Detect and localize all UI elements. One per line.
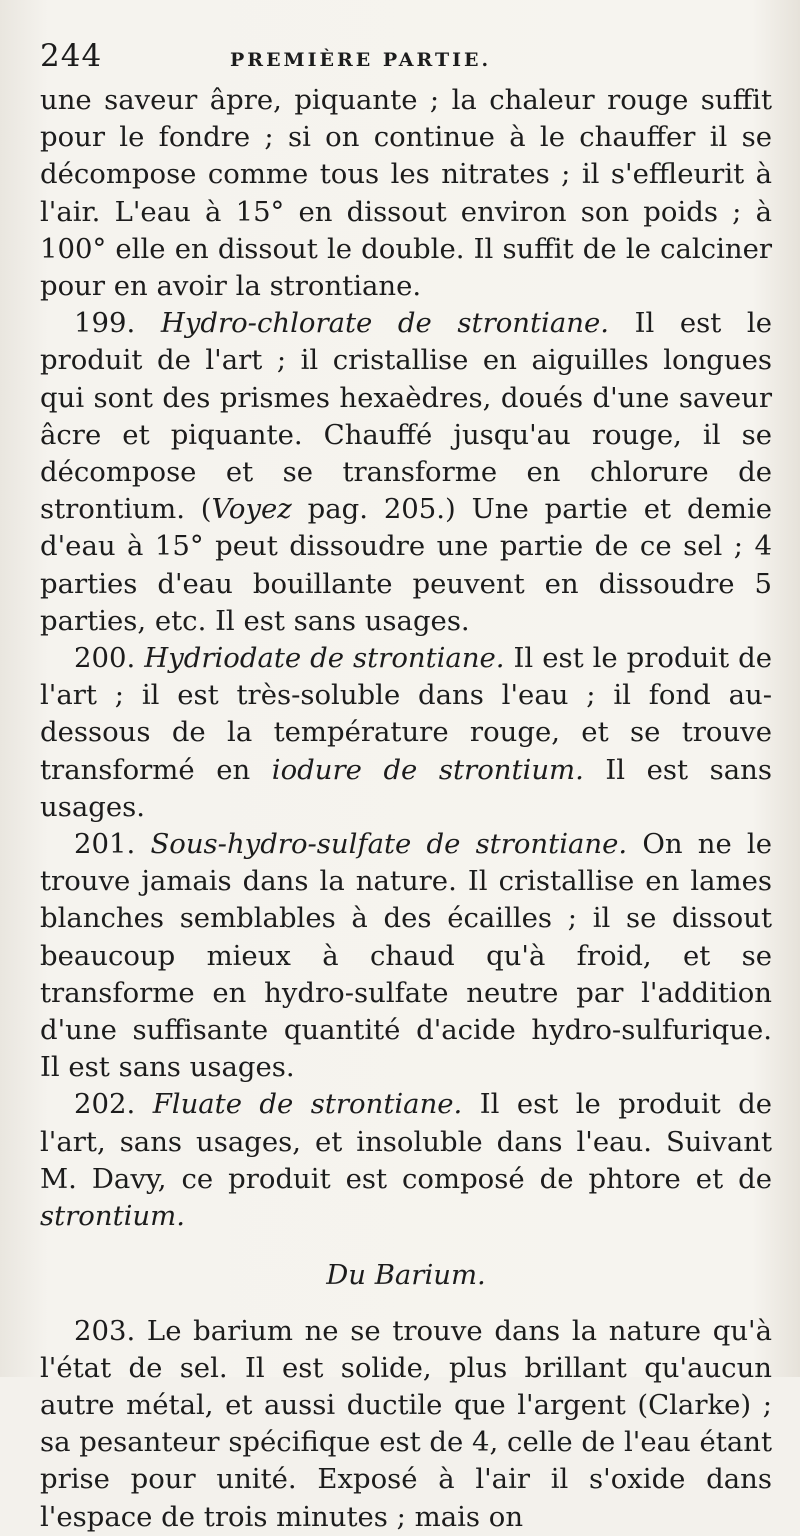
paragraph-text: Il est le produit de l'art ; il cristallise en aiguilles longues qui sont des prismes hexaèdres, doués d'une saveur âcre et piquante. Chauffé jusqu'au rouge, il se décompose et se transforme en chlorure de strontium. ( bbox=[40, 307, 772, 526]
paragraph-number: 201. bbox=[74, 828, 136, 861]
paragraph-number: 199. bbox=[74, 307, 136, 340]
italic-term: strontium. bbox=[40, 1200, 185, 1233]
running-head bbox=[40, 38, 772, 82]
paragraph-text: Il est sans usages. bbox=[40, 753, 772, 823]
paragraph-title: Sous-hydro-sulfate de strontiane. bbox=[150, 828, 628, 861]
paragraph-text: Le barium ne se trouve dans la nature qu'à l'état de sel. Il est solide, plus brillant qu'aucun autre métal, et aussi ductile que l'argent (Clarke) ; sa pesanteur spécifique est de 4, celle de l'eau étant prise pour unité. Exposé à l'air il s'oxide dans l'espace de trois minutes ; mais on bbox=[40, 1314, 772, 1533]
paragraph-number: 203. bbox=[74, 1314, 136, 1347]
paragraph-text: une saveur âpre, piquante ; la chaleur rouge suffit pour le fondre ; si on continue à le chauffer il se décompose comme tous les nitrates ; il s'effleurit à l'air. L'eau à 15° en dissout environ son poids ; à 100° elle en dissout le double. Il suffit de le calciner pour en avoir la strontiane. bbox=[40, 84, 772, 303]
page-number: 244 bbox=[40, 38, 103, 74]
paragraph-text: pag. 205.) Une partie et demie d'eau à 15° peut dissoudre une partie de ce sel ; 4 parties d'eau bouillante peuvent en dissoudre 5 parties, etc. Il est sans usages. bbox=[40, 493, 772, 637]
paragraph-202 bbox=[40, 1086, 772, 1235]
paragraph-text: Il est le produit de l'art ; il est très-soluble dans l'eau ; il fond au-dessous de la température rouge, et se trouve transformé en bbox=[40, 642, 772, 786]
section-heading: Du Barium. bbox=[326, 1259, 486, 1292]
paragraph-199 bbox=[40, 305, 772, 640]
paragraph-number: 200. bbox=[74, 642, 136, 675]
paragraph-continued bbox=[40, 82, 772, 305]
paragraph-203 bbox=[40, 1313, 772, 1536]
italic-term: iodure de strontium. bbox=[271, 753, 584, 786]
page-body bbox=[40, 82, 772, 1536]
paragraph-text: Il est le produit de l'art, sans usages, et insoluble dans l'eau. Suivant M. Davy, ce produit est composé de phtore et de bbox=[40, 1088, 773, 1195]
running-title: PREMIÈRE PARTIE. bbox=[230, 49, 492, 71]
paragraph-title: Hydro-chlorate de strontiane. bbox=[160, 307, 609, 340]
paragraph-text: On ne le trouve jamais dans la nature. Il cristallise en lames blanches semblables à des écailles ; il se dissout beaucoup mieux à chaud qu'à froid, et se transforme en hydro-sulfate neutre par l'addition d'une suffisante quantité d'acide hydro-sulfurique. Il est sans usages. bbox=[40, 828, 773, 1084]
paragraph-title: Hydriodate de strontiane. bbox=[144, 642, 505, 675]
paragraph-number: 202. bbox=[74, 1088, 136, 1121]
paragraph-200 bbox=[40, 640, 772, 826]
paragraph-201 bbox=[40, 826, 772, 1086]
paragraph-title: Fluate de strontiane. bbox=[152, 1088, 463, 1121]
cross-reference-word: Voyez bbox=[211, 493, 292, 526]
